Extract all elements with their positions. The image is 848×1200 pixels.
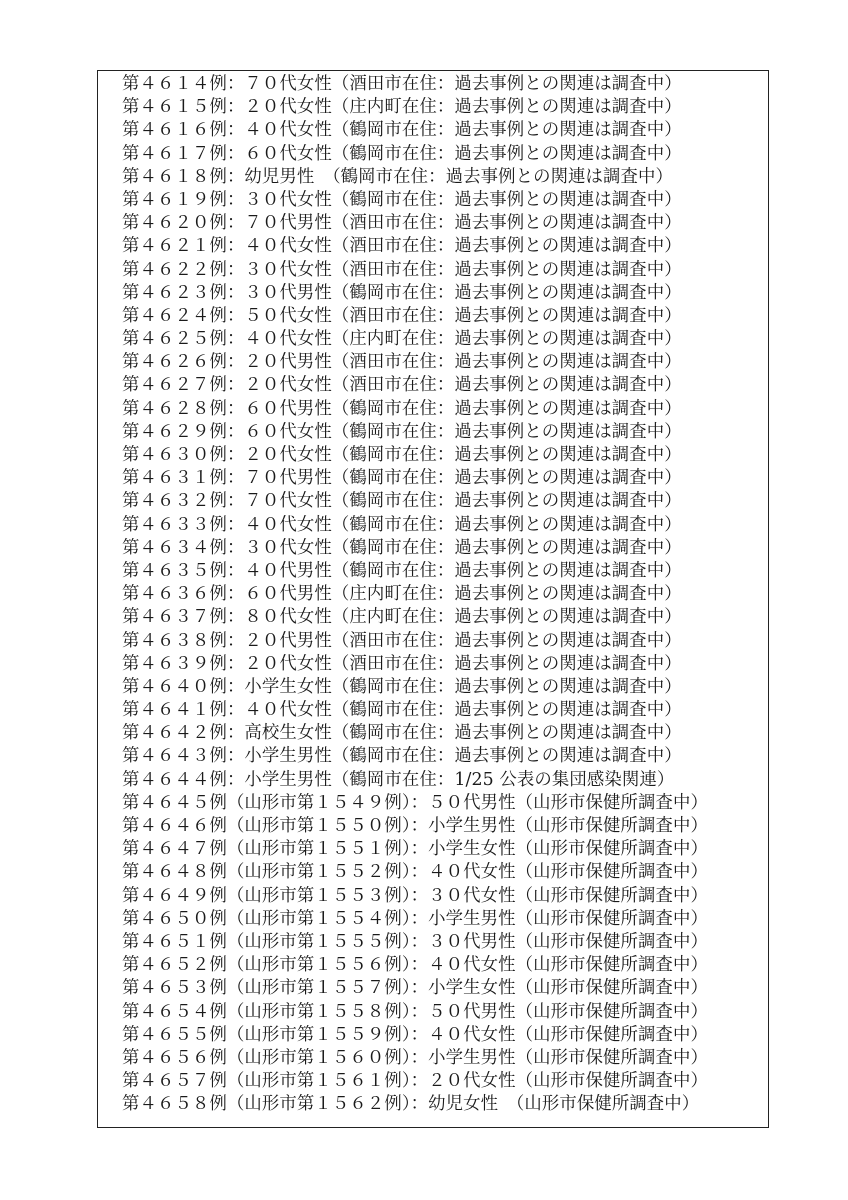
case-line: 第４６４６例（山形市第１５５０例）：小学生男性（山形市保健所調査中） <box>122 816 708 836</box>
case-line: 第４６２７例：２０代女性（酒田市在住：過去事例との関連は調査中） <box>122 375 682 396</box>
case-line: 第４６２０例：７０代男性（酒田市在住：過去事例との関連は調査中） <box>122 213 682 234</box>
case-line: 第４６２８例：６０代男性（鶴岡市在住：過去事例との関連は調査中） <box>122 398 682 419</box>
case-line: 第４６１９例：３０代女性（鶴岡市在住：過去事例との関連は調査中） <box>122 189 682 210</box>
case-line: 第４６１６例：４０代女性（鶴岡市在住：過去事例との関連は調査中） <box>122 120 682 141</box>
case-line: 第４６５４例（山形市第１５５８例）：５０代男性（山形市保健所調査中） <box>122 1001 708 1022</box>
case-line: 第４６５２例（山形市第１５５６例）：４０代女性（山形市保健所調査中） <box>122 955 708 976</box>
case-line: 第４６３３例：４０代女性（鶴岡市在住：過去事例との関連は調査中） <box>122 514 682 535</box>
case-line: 第４６４３例：小学生男性（鶴岡市在住：過去事例との関連は調査中） <box>122 746 682 767</box>
case-line: 第４６４２例：高校生女性（鶴岡市在住：過去事例との関連は調査中） <box>122 723 682 744</box>
case-line: 第４６４５例（山形市第１５４９例）：５０代男性（山形市保健所調査中） <box>122 792 708 813</box>
case-line: 第４６３１例：７０代男性（鶴岡市在住：過去事例との関連は調査中） <box>122 468 682 489</box>
case-line: 第４６４８例（山形市第１５５２例）：４０代女性（山形市保健所調査中） <box>122 862 708 883</box>
case-line: 第４６３５例：４０代男性（鶴岡市在住：過去事例との関連は調査中） <box>122 560 682 581</box>
case-line: 第４６３８例：２０代男性（酒田市在住：過去事例との関連は調査中） <box>122 630 682 651</box>
case-line: 第４６４１例：４０代女性（鶴岡市在住：過去事例との関連は調査中） <box>122 700 682 721</box>
case-line: 第４６１５例：２０代女性（庄内町在住：過去事例との関連は調査中） <box>122 97 682 118</box>
case-line: 第４６３９例：２０代女性（酒田市在住：過去事例との関連は調査中） <box>122 653 682 674</box>
case-line: 第４６１４例：７０代女性（酒田市在住：過去事例との関連は調査中） <box>122 74 682 94</box>
case-line: 第４６２４例：５０代女性（酒田市在住：過去事例との関連は調査中） <box>122 305 682 326</box>
case-line: 第４６５０例（山形市第１５５４例）：小学生男性（山形市保健所調査中） <box>122 908 708 929</box>
case-line: 第４６１７例：６０代女性（鶴岡市在住：過去事例との関連は調査中） <box>122 143 682 164</box>
case-line: 第４６５８例（山形市第１５６２例）：幼児女性 （山形市保健所調査中） <box>122 1094 700 1115</box>
case-line: 第４６１８例：幼児男性 （鶴岡市在住：過去事例との関連は調査中） <box>122 166 674 187</box>
case-line: 第４６４０例：小学生女性（鶴岡市在住：過去事例との関連は調査中） <box>122 676 682 697</box>
case-line: 第４６５７例（山形市第１５６１例）：２０代女性（山形市保健所調査中） <box>122 1071 708 1092</box>
case-line: 第４６５５例（山形市第１５５９例）：４０代女性（山形市保健所調査中） <box>122 1024 708 1045</box>
case-line: 第４６３２例：７０代女性（鶴岡市在住：過去事例との関連は調査中） <box>122 491 682 512</box>
case-line: 第４６５６例（山形市第１５６０例）：小学生男性（山形市保健所調査中） <box>122 1047 708 1068</box>
case-line: 第４６４４例：小学生男性（鶴岡市在住：1/25 公表の集団感染関連） <box>122 769 675 790</box>
case-line: 第４６５１例（山形市第１５５５例）：３０代男性（山形市保健所調査中） <box>122 931 708 952</box>
case-list <box>122 73 762 1116</box>
case-line: 第４６２６例：２０代男性（酒田市在住：過去事例との関連は調査中） <box>122 352 682 373</box>
case-line: 第４６２１例：４０代女性（酒田市在住：過去事例との関連は調査中） <box>122 236 682 257</box>
case-line: 第４６２５例：４０代女性（庄内町在住：過去事例との関連は調査中） <box>122 329 682 350</box>
case-line: 第４６４９例（山形市第１５５３例）：３０代女性（山形市保健所調査中） <box>122 885 708 906</box>
case-line: 第４６３４例：３０代女性（鶴岡市在住：過去事例との関連は調査中） <box>122 537 682 558</box>
case-line: 第４６３０例：２０代女性（鶴岡市在住：過去事例との関連は調査中） <box>122 445 682 465</box>
case-line: 第４６３６例：６０代男性（庄内町在住：過去事例との関連は調査中） <box>122 584 682 605</box>
case-line: 第４６２３例：３０代男性（鶴岡市在住：過去事例との関連は調査中） <box>122 282 682 303</box>
case-line: 第４６５３例（山形市第１５５７例）：小学生女性（山形市保健所調査中） <box>122 978 708 999</box>
case-line: 第４６２９例：６０代女性（鶴岡市在住：過去事例との関連は調査中） <box>122 421 682 442</box>
case-line: 第４６３７例：８０代女性（庄内町在住：過去事例との関連は調査中） <box>122 607 682 628</box>
case-line: 第４６２２例：３０代女性（酒田市在住：過去事例との関連は調査中） <box>122 259 682 280</box>
case-line: 第４６４７例（山形市第１５５１例）：小学生女性（山形市保健所調査中） <box>122 839 708 860</box>
